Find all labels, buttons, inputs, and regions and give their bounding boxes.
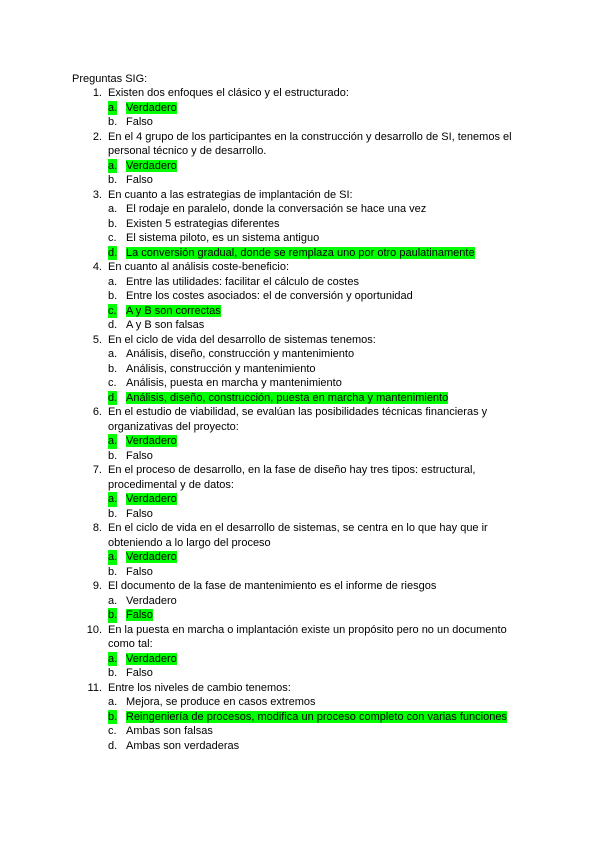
answer-letter: d. (108, 246, 118, 259)
answer-letter: d. (108, 391, 118, 404)
answer-text: Verdadero (126, 435, 177, 447)
answer-list (108, 202, 532, 260)
question-list (72, 86, 532, 753)
answer-option-correct (108, 652, 532, 667)
answer-option-correct (108, 159, 532, 174)
question-item (72, 86, 532, 130)
question-text: En el 4 grupo de los participantes en la construcción y desarrollo de SI, tenemos el personal técnico y de desarrollo. (108, 130, 512, 157)
answer-letter: b. (108, 290, 118, 302)
answer-option (108, 724, 532, 739)
answer-option (108, 376, 532, 391)
question-number: 9. (92, 580, 102, 592)
answer-letter: a. (108, 594, 118, 607)
answer-option (108, 594, 532, 609)
question-item (72, 681, 532, 754)
answer-text: Existen 5 estrategias diferentes (126, 217, 280, 230)
answer-list (108, 101, 532, 130)
answer-list (108, 695, 532, 753)
question-number: 2. (92, 130, 102, 143)
answer-letter: a. (108, 203, 118, 215)
answer-letter: a. (108, 652, 118, 665)
answer-letter: b. (108, 667, 118, 679)
answer-letter: a. (108, 696, 118, 708)
answer-text: Verdadero (126, 159, 177, 172)
answer-list (108, 434, 532, 463)
answer-option (108, 275, 532, 290)
answer-option (108, 739, 532, 754)
answer-text: Verdadero (126, 101, 177, 114)
answer-letter: a. (108, 101, 118, 114)
question-text: En el ciclo de vida del desarrollo de sistemas tenemos: (108, 333, 376, 346)
answer-letter: a. (108, 159, 118, 172)
answer-text: La conversión gradual, donde se remplaza uno por otro paulatinamente (126, 246, 475, 259)
answer-option (108, 217, 532, 232)
answer-text: Ambas son falsas (126, 725, 213, 737)
question-item (72, 130, 532, 188)
answer-letter: d. (108, 739, 118, 752)
answer-list (108, 159, 532, 188)
question-text: Existen dos enfoques el clásico y el estructurado: (108, 87, 349, 99)
answer-option (108, 318, 532, 333)
answer-letter: b. (108, 710, 118, 723)
answer-text: Verdadero (126, 594, 177, 607)
question-text: En el proceso de desarrollo, en la fase de diseño hay tres tipos: estructural, procedimental y de datos: (108, 464, 476, 491)
answer-letter: c. (108, 725, 117, 737)
answer-text: Falso (126, 667, 153, 679)
document-title: Preguntas SIG: (72, 73, 148, 85)
question-number: 10. (86, 623, 102, 636)
question-text: El documento de la fase de mantenimiento es el informe de riesgos (108, 580, 437, 592)
answer-option (108, 202, 532, 217)
answer-letter: b. (108, 116, 118, 128)
answer-text: A y B son falsas (126, 319, 205, 331)
question-text: En cuanto al análisis coste-beneficio: (108, 261, 289, 273)
answer-letter: b. (108, 565, 118, 578)
answer-letter: a. (108, 348, 118, 360)
answer-list (108, 652, 532, 681)
answer-text: Falso (126, 565, 153, 578)
answer-option-correct (108, 492, 532, 507)
answer-letter: b. (108, 362, 118, 375)
answer-option-correct (108, 434, 532, 449)
answer-option (108, 666, 532, 681)
question-text: En cuanto a las estrategias de implantación de SI: (108, 188, 353, 201)
answer-text: Entre los costes asociados: el de conversión y oportunidad (126, 290, 413, 302)
answer-option (108, 173, 532, 188)
answer-letter: b. (108, 507, 118, 520)
answer-letter: a. (108, 551, 118, 563)
answer-list (108, 492, 532, 521)
answer-option (108, 695, 532, 710)
question-number: 7. (92, 464, 102, 476)
answer-text: Verdadero (126, 652, 177, 665)
question-number: 3. (92, 188, 102, 201)
answer-letter: b. (108, 217, 118, 230)
answer-text: Análisis, diseño, construcción y mantenimiento (126, 348, 355, 360)
answer-text: Verdadero (126, 493, 177, 505)
answer-letter: b. (108, 609, 118, 621)
question-item (72, 260, 532, 333)
answer-option (108, 449, 532, 464)
answer-letter: a. (108, 493, 118, 505)
answer-option (108, 115, 532, 130)
answer-text: Verdadero (126, 551, 177, 563)
answer-text: El rodaje en paralelo, donde la conversación se hace una vez (126, 203, 427, 215)
question-item (72, 188, 532, 261)
answer-list (108, 275, 532, 333)
question-item (72, 463, 532, 521)
question-text: En el ciclo de vida en el desarrollo de sistemas, se centra en lo que hay que ir obteniendo a lo largo del proceso (108, 522, 488, 549)
answer-option (108, 231, 532, 246)
question-item (72, 579, 532, 623)
answer-letter: d. (108, 319, 118, 331)
answer-option-correct (108, 608, 532, 623)
answer-text: Falso (126, 507, 153, 520)
answer-letter: c. (108, 377, 117, 389)
answer-text: Análisis, diseño, construcción, puesta en marcha y mantenimiento (126, 391, 449, 404)
answer-text: Mejora, se produce en casos extremos (126, 696, 316, 708)
answer-text: Falso (126, 174, 153, 186)
question-item (72, 333, 532, 406)
question-number: 4. (92, 261, 102, 273)
question-text: Entre los niveles de cambio tenemos: (108, 681, 291, 694)
answer-letter: b. (108, 174, 118, 186)
answer-letter: c. (108, 304, 117, 317)
question-number: 11. (87, 681, 102, 694)
answer-text: Reingeniería de procesos, modifica un proceso completo con varias funciones (126, 710, 507, 723)
question-item (72, 405, 532, 463)
answer-letter: b. (108, 449, 118, 462)
answer-option-correct (108, 246, 532, 261)
question-number: 8. (92, 522, 102, 534)
question-item (72, 623, 532, 681)
answer-option-correct (108, 101, 532, 116)
answer-text: Falso (126, 116, 153, 128)
answer-text: A y B son correctas (126, 304, 221, 317)
answer-text: Ambas son verdaderas (126, 739, 240, 752)
answer-text: El sistema piloto, es un sistema antiguo (126, 232, 320, 244)
answer-option (108, 362, 532, 377)
answer-option-correct (108, 304, 532, 319)
question-text: En el estudio de viabilidad, se evalúan las posibilidades técnicas financieras y organizativas del proyecto: (108, 406, 488, 433)
answer-option (108, 347, 532, 362)
answer-letter: a. (108, 275, 118, 288)
answer-option (108, 507, 532, 522)
answer-list (108, 550, 532, 579)
answer-text: Entre las utilidades: facilitar el cálculo de costes (126, 275, 359, 288)
question-number: 5. (92, 333, 102, 346)
answer-text: Falso (126, 449, 153, 462)
answer-letter: c. (108, 232, 117, 244)
answer-option (108, 289, 532, 304)
answer-option-correct (108, 710, 532, 725)
answer-list (108, 347, 532, 405)
answer-option-correct (108, 550, 532, 565)
answer-text: Análisis, construcción y mantenimiento (126, 362, 316, 375)
answer-text: Análisis, puesta en marcha y mantenimiento (126, 377, 342, 389)
question-number: 1. (92, 87, 102, 99)
answer-text: Falso (126, 609, 153, 621)
answer-letter: a. (108, 435, 118, 447)
question-number: 6. (92, 406, 102, 418)
question-text: En la puesta en marcha o implantación existe un propósito pero no un documento como tal: (108, 623, 507, 650)
answer-list (108, 594, 532, 623)
answer-option (108, 565, 532, 580)
question-item (72, 521, 532, 579)
answer-option-correct (108, 391, 532, 406)
